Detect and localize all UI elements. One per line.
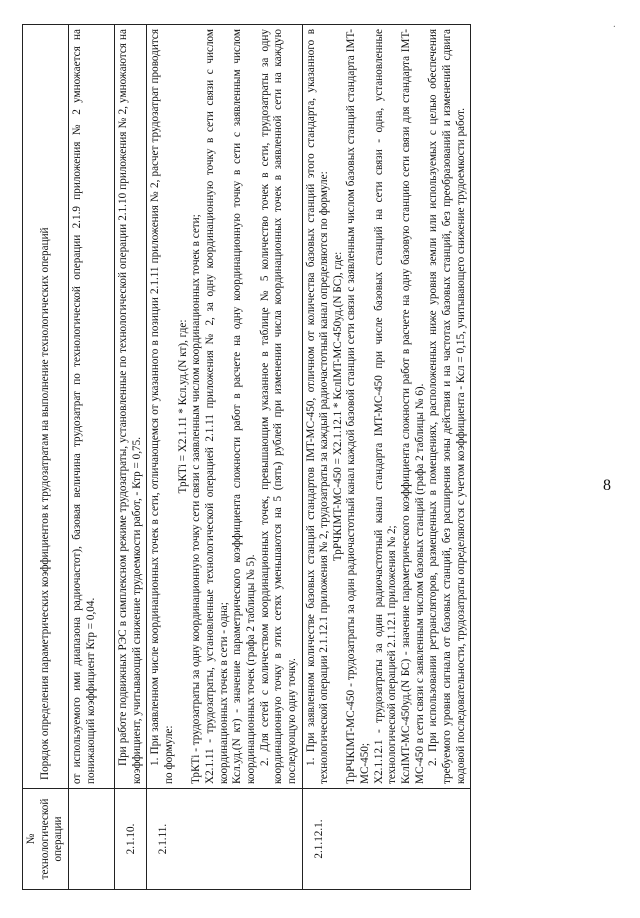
paragraph: 2. Для сетей с количеством координационных точек, превышающим указанное в таблице № 5 количество точек в сети, трудозатраты за одну координационную точку в этих сетях уменьшаются на 5 (пять) рублей при изменении числа координационных точек в заявленной сети на каждую последующую одну точку.	[258, 29, 298, 784]
scan-mark: ·	[610, 24, 621, 28]
formula: ТрРЧКIMT-MC-450 = Х2.1.12.1 * КслIMT-MC-450уд.(N БС), где:	[331, 251, 344, 562]
operation-number	[68, 789, 114, 890]
paragraph: При работе подвижных РЭС в симплексном режиме трудозатраты, установленные по технологической операции 2.1.10 приложения № 2, умножаются на коэффициент, учитывающий снижение трудоемкости работ, - Ктр = 0,75.	[116, 29, 143, 784]
procedure-text	[68, 25, 114, 789]
table-row	[147, 25, 302, 890]
paragraph: 1. При заявленном числе координационных точек в сети, отличающемся от указанного в позиции 2.1.11 приложения № 2, расчет трудозатрат проводится по формуле:	[149, 29, 175, 784]
paragraph: от используемого ими диапазона радиочастот), базовая величина трудозатрат по технологической операции 2.1.9 приложения № 2 умножается на понижающий коэффициент Ктр = 0,04.	[70, 29, 97, 784]
table-row	[302, 25, 471, 890]
paragraph: КслIMT-MC-450уд.(N БС) - значение параметрического коэффициента сложности работ в расчете на одну базовую станцию сети связи для стандарта IMT-MC-450 в сети связи с заявленным числом базовых станций (графа 2 таблицы № 6).	[400, 29, 426, 784]
table-row	[114, 25, 146, 890]
paragraph: Ксл.уд.(N кт) - значение параметрического коэффициента сложности работ в расчете на одну координационную точку в сети с заявленным числом координационных точек (графа 2 таблицы № 5).	[231, 29, 257, 784]
table-header-row	[23, 25, 69, 890]
procedure-text	[147, 25, 302, 789]
table-row	[68, 25, 114, 890]
operations-table	[22, 24, 471, 890]
operation-number: 2.1.12.1.	[302, 789, 471, 890]
header-coefficient-procedure: Порядок определения параметрических коэффициентов к трудозатратам на выполнение технологических операций	[23, 25, 69, 789]
paragraph: Х2.1.11 - трудозатраты, установленные технологической операцией 2.1.11 приложения № 2, за одну координационную точку в сети связи с числом координационных точек в сети - одна;	[203, 29, 230, 784]
page-number: 8	[603, 477, 611, 494]
paragraph: 1. При заявленном количестве базовых станций стандартов IMT-MC-450, отличном от количества базовых станций этого стандарта, указанного в технологической операции 2.1.12.1 приложения № 2, трудозатраты за каждый радиочастотный канал определяются по формуле:	[304, 29, 331, 784]
paragraph: ТрРЧКIMT-MC-450 - трудозатраты за один радиочастотный канал каждой базовой станции сети связи с заявленным числом базовых станций стандарта IMT-MC-450;	[345, 29, 372, 784]
paragraph: ТрКТi - трудозатраты за одну координационную точку сети связи с заявленным числом координационных точек в сети;	[190, 214, 203, 784]
paragraph: 2. При использовании ретрансляторов, размещенных в помещениях, расположенных ниже уровня земли или используемых с целью обеспечения требуемого уровня сигнала от базовых станций, без расширения зоны действия и на частотах базовых станций, без преобразований и изменений сдвига кодовой последовательности, трудозатраты определяются с учетом коэффициента - Ксл = 0,15, учитывающего снижение трудоемкости работ.	[427, 29, 467, 784]
operation-number: 2.1.10.	[114, 789, 146, 890]
formula: ТрКТi = Х2.1.11 * Ксл.уд.(N кт), где:	[176, 319, 189, 494]
operation-number: 2.1.11.	[147, 789, 302, 890]
header-operation-number: № технологической операции	[23, 789, 69, 890]
procedure-text	[302, 25, 471, 789]
paragraph: Х2.1.12.1 - трудозатраты за один радиочастотный канал стандарта IMT-MC-450 при числе базовых станций на сети связи - одна, установленные технологической операцией 2.1.12.1 приложения № 2;	[372, 29, 399, 784]
procedure-text	[114, 25, 146, 789]
